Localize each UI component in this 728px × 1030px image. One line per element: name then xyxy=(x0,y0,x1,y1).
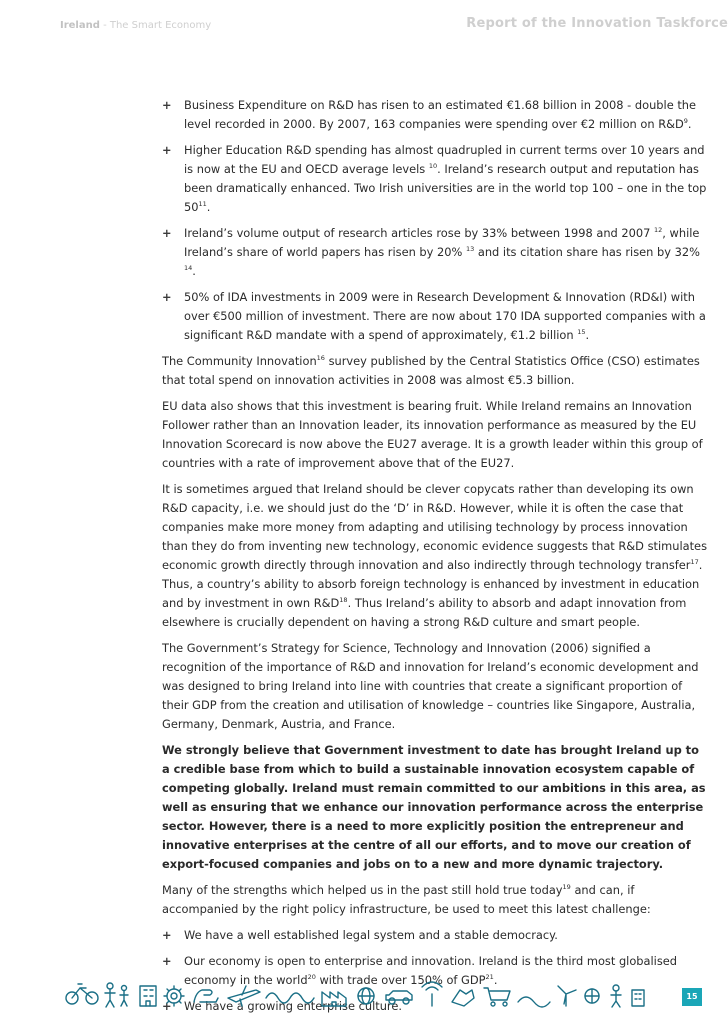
paragraph-text: survey published by the Central Statistics Office (CSO) estimates that total spend on innovation activities in 2008 was almost €5.3 billion. xyxy=(162,354,700,387)
bicycle-icon xyxy=(66,984,98,1004)
bullet-text: . Ireland’s research output and reputation has been dramatically enhanced. Two Irish universities are in the world top 100 – one in the top 50 xyxy=(184,162,707,214)
header-brand: Ireland xyxy=(60,20,100,31)
building-icon xyxy=(140,986,156,1006)
page-number-badge: 15 xyxy=(682,988,702,1006)
bullet-text: 50% of IDA investments in 2009 were in Research Development & Innovation (RD&I) with over €500 million of investment. There are now about 170 IDA supported companies with a significant R&D mandate with a spend of approximately, €1.2 billion xyxy=(184,290,706,342)
footnote-ref: 17 xyxy=(690,558,699,567)
paragraph-text: and can, if accompanied by the right policy infrastructure, be used to meet this latest challenge: xyxy=(162,883,651,916)
footnote-ref: 10 xyxy=(428,162,438,171)
globe-icon xyxy=(585,989,599,1003)
footnote-ref: 13 xyxy=(465,245,475,254)
paragraph-text: . Thus Ireland’s ability to absorb and adapt innovation from elsewhere is crucially dependent on having a strong R&D culture and smart people. xyxy=(162,596,687,629)
paragraph-text: . Thus, a country’s ability to absorb foreign technology is enhanced by investment in education and by investment in own R&D xyxy=(162,558,703,610)
plus-bullet-icon: + xyxy=(162,98,172,112)
main-content xyxy=(162,96,707,1023)
plus-bullet-icon: + xyxy=(162,290,172,304)
plus-bullet-icon: + xyxy=(162,928,172,942)
people-icon xyxy=(611,985,621,1007)
paragraph-copycats xyxy=(162,480,707,632)
signal-icon xyxy=(422,982,442,1006)
paragraph-eu-data: EU data also shows that this investment is bearing fruit. While Ireland remains an Innovation Follower rather than an Innovation leader, its innovation performance as measured by the EU Innovation Scorecard is now above the EU27 average. It is a growth leader within this group of countries with a rate of improvement above that of the EU27. xyxy=(162,399,703,470)
bullet-text: Our economy is open to enterprise and innovation. Ireland is the third most globalised economy in the world xyxy=(184,954,678,987)
plus-bullet-icon: + xyxy=(162,999,172,1013)
list-item xyxy=(162,224,707,281)
hand-icon xyxy=(452,990,474,1006)
plane-icon xyxy=(228,986,260,1006)
list-item xyxy=(162,96,707,134)
wave-icon xyxy=(266,993,314,1003)
people-icon xyxy=(105,983,128,1007)
bullet-text: , while Ireland’s share of world papers has risen by 20% xyxy=(184,226,700,259)
paragraph-strong-belief: We strongly believe that Government investment to date has brought Ireland up to a credible base from which to build a sustainable innovation ecosystem capable of competing globally. Ireland must remain committed to our ambitions in this area, as well as ensuring that we enhance our innovation performance across the enterprise sector. However, there is a need to more explicitly position the entrepreneur and innovative enterprises at the centre of all our efforts, and to move our creation of export-focused companies and jobs on to a new and more dynamic trajectory. xyxy=(162,743,706,871)
footnote-ref: 12 xyxy=(654,226,663,235)
plus-bullet-icon: + xyxy=(162,226,172,240)
gear-icon xyxy=(164,986,184,1006)
bullet-text: . xyxy=(687,117,692,131)
bullet-text: . xyxy=(206,200,211,214)
bullet-text: We have a growing enterprise culture. xyxy=(184,999,402,1013)
bullet-text: Higher Education R&D spending has almost quadrupled in current terms over 10 years and is now at the EU and OECD average levels xyxy=(184,143,705,176)
header-subtitle: The Smart Economy xyxy=(109,20,212,31)
bullet-text: Business Expenditure on R&D has risen to an estimated €1.68 billion in 2008 - double the level recorded in 2000. By 2007, 163 companies were spending over €2 million on R&D xyxy=(184,98,697,131)
footnote-ref: 18 xyxy=(339,596,348,605)
wave-icon xyxy=(518,997,550,1007)
bullet-list-top xyxy=(162,96,707,345)
bullet-text: Ireland’s volume output of research articles rose by 33% between 1998 and 2007 xyxy=(184,226,655,240)
footnote-ref: 20 xyxy=(307,973,316,982)
running-header-right: Report of the Innovation Taskforce xyxy=(466,16,728,31)
list-item xyxy=(162,141,707,217)
bullet-text: . xyxy=(192,264,196,278)
bullet-text: and its citation share has risen by 32% xyxy=(474,245,700,259)
footnote-ref: 11 xyxy=(198,200,207,209)
running-header-left xyxy=(60,20,211,31)
paragraph-text: It is sometimes argued that Ireland should be clever copycats rather than developing its own R&D capacity, i.e. we should just do the ‘D’ in R&D. However, while it is often the case that companies make more money from adapting and utilising technology by process innovation than they do from inventing new technology, economic evidence suggests that R&D stimulates economic growth directly through innovation and also indirectly through technology transfer xyxy=(162,482,708,572)
bullet-text: . xyxy=(493,973,498,987)
hand-icon xyxy=(194,990,218,1002)
list-item xyxy=(162,926,707,945)
footnote-ref: 16 xyxy=(316,354,325,363)
paragraph-community-innovation xyxy=(162,352,707,390)
footnote-ref: 21 xyxy=(485,973,494,982)
footnote-ref: 19 xyxy=(562,883,571,892)
globe-icon xyxy=(358,988,374,1004)
bullet-text: with trade over 150% of GDP xyxy=(315,973,486,987)
cart-icon xyxy=(484,988,510,1006)
building-icon xyxy=(632,990,644,1006)
paragraph-text: Many of the strengths which helped us in the past still hold true today xyxy=(162,883,563,897)
footnote-ref: 15 xyxy=(577,328,586,337)
footnote-ref: 9 xyxy=(683,117,688,126)
windmill-icon xyxy=(558,986,576,1006)
plus-bullet-icon: + xyxy=(162,143,172,157)
paragraph-text: The Community Innovation xyxy=(162,354,317,368)
footnote-ref: 14 xyxy=(184,264,193,273)
paragraph-government-strategy: The Government’s Strategy for Science, Technology and Innovation (2006) signified a recognition of the importance of R&D and innovation for Ireland’s economic development and was designed to bring Ireland into line with countries that create a significant proportion of their GDP from the creation and utilisation of knowledge – countries like Singapore, Australia, Germany, Denmark, Austria, and France. xyxy=(162,641,699,731)
bullet-text: . xyxy=(585,328,590,342)
factory-icon xyxy=(322,992,346,1006)
paragraph-strengths xyxy=(162,881,707,919)
car-icon xyxy=(386,991,412,1004)
bullet-text: We have a well established legal system and a stable democracy. xyxy=(184,928,558,942)
plus-bullet-icon: + xyxy=(162,954,172,968)
list-item xyxy=(162,288,707,345)
header-separator: - xyxy=(99,20,110,31)
footer-doodle-strip xyxy=(60,972,660,1012)
